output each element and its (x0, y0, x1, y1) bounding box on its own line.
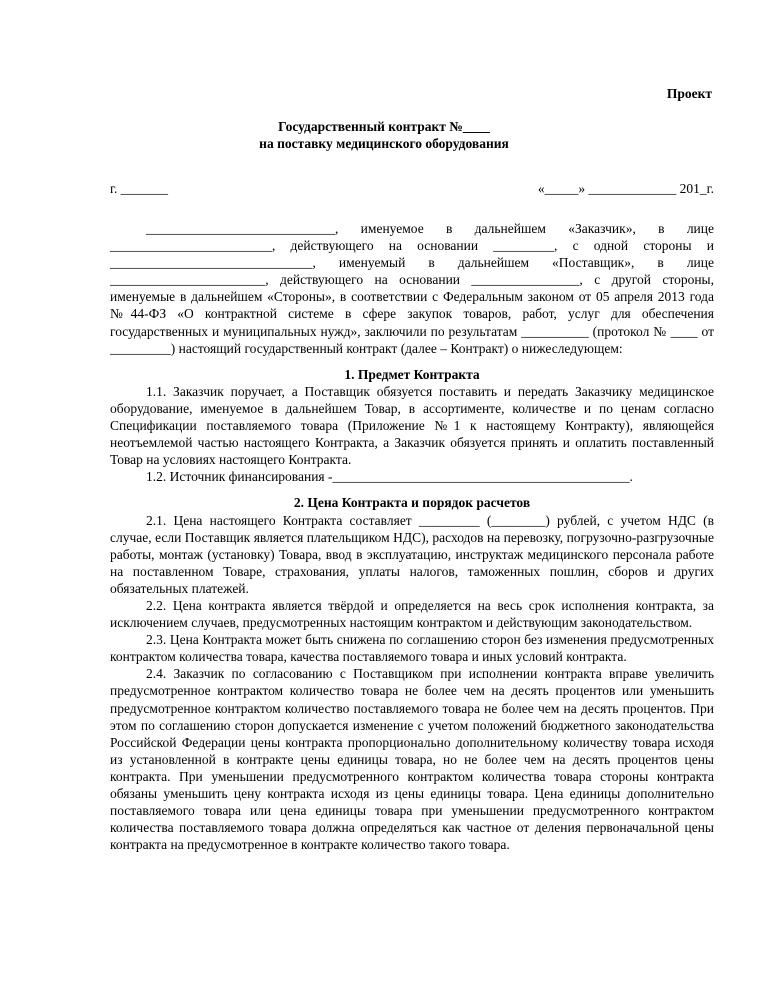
preamble-paragraph: ____________________________, именуемое в дальнейшем «Заказчик», в лице ________________________, действующего на основании _________, с одной стороны и ______________________________, именуемый в дальнейшем «Поставщик», в лице _______________________, действующего на основании ________________, с другой стороны, именуемые в дальнейшем «Стороны», в соответствии с Федеральным законом от 05 апреля 2013 года №44-ФЗ «О контрактной системе в сфере закупок товаров, работ, услуг для обеспечения государственных и муниципальных нужд», заключили по результатам __________ (протокол № ____ от _________) настоящий государственный контракт (далее – Контракт) о нижеследующем: (110, 221, 714, 356)
date-field: «_____» _____________ 201_г. (537, 181, 714, 196)
contract-title-line1: Государственный контракт №____ (278, 119, 490, 134)
clause-2-2: 2.2. Цена контракта является твёрдой и определяется на весь срок исполнения контракта, за исключением случаев, предусмотренных настоящим контрактом и действующим законодательством. (110, 597, 714, 631)
clause-1-2: 1.2. Источник финансирования -____________________________________________. (146, 469, 633, 485)
clause-2-1: 2.1. Цена настоящего Контракта составляет _________ (________) рублей, с учетом НДС (в случае, если Поставщик является плательщиком НДС), расходов на перевозку, погрузочно-разгрузочные работы, монтаж (установку) Товара, ввод в эксплуатацию, инструктаж медицинского персонала работе на поставленном Товаре, страхования, уплаты налогов, таможенных пошлин, сборов и других обязательных платежей. (110, 512, 714, 596)
project-label: Проект (666, 86, 712, 101)
document-body (110, 220, 714, 853)
section-1-heading: 1. Предмет Контракта (344, 366, 480, 382)
section-2-heading: 2. Цена Контракта и порядок расчетов (293, 495, 531, 511)
contract-title (0, 118, 768, 152)
city-field: г. _______ (110, 181, 169, 196)
contract-title-line2: на поставку медицинского оборудования (259, 136, 509, 151)
clause-2-4: 2.4. Заказчик по согласованию с Поставщиком при исполнении контракта вправе увеличить предусмотренное контрактом количество товара не более чем на десять процентов или уменьшить предусмотренное контрактом количество поставляемого товара не более чем на десять процентов. При этом по соглашению сторон допускается изменение с учетом положений бюджетного законодательства Российской Федерации цены контракта пропорционально дополнительному количеству товара исходя из установленной в контракте цены единицы товара, но не более чем на десять процентов цены контракта. При уменьшении предусмотренного контрактом количества товара стороны контракта обязаны уменьшить цену контракта исходя из цены единицы товара. Цена единицы дополнительно поставляемого товара или цена единицы товара при уменьшении предусмотренного контрактом количества поставляемого товара должна определяться как частное от деления первоначальной цены контракта на предусмотренное в контракте количество такого товара. (110, 666, 714, 853)
clause-2-3: 2.3. Цена Контракта может быть снижена по соглашению сторон без изменения предусмотренных контрактом количества товара, качества поставляемого товара и иных условий контракта. (110, 632, 714, 665)
clause-1-1: 1.1. Заказчик поручает, а Поставщик обязуется поставить и передать Заказчику медицинское оборудование, именуемое в дальнейшем Товар, в ассортименте, количестве и по ценам согласно Спецификации поставляемого товара (Приложение №1 к настоящему Контракту), являющейся неотъемлемой частью настоящего Контракта, а Заказчик обязуется принять и оплатить поставленный Товар на условиях настоящего Контракта. (110, 383, 714, 468)
dateline (110, 181, 714, 197)
